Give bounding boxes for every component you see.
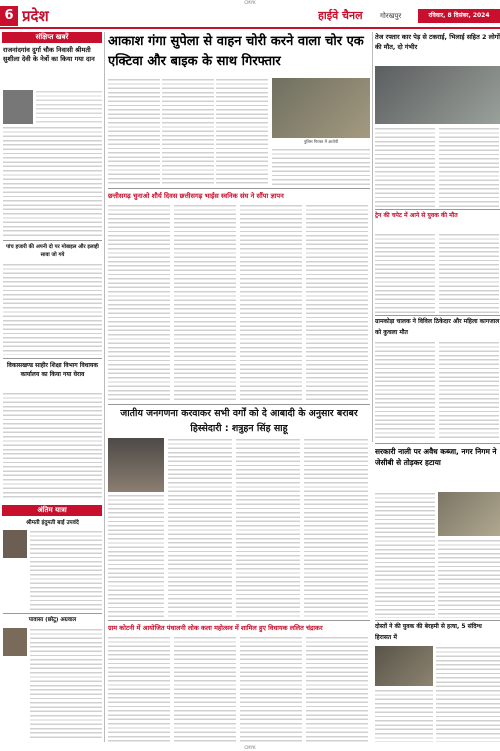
- divider: [3, 358, 102, 359]
- sixth-headline: दोस्तों ने की युवक की बेरहमी से हत्या, 5 संदिग्ध हिरासत में: [375, 623, 482, 641]
- obituary2-text: [30, 628, 102, 738]
- brief3-headline: विकासखण्ड साहीर शिक्षा विभाग विधायक कार्यालय का किया गया घेराव: [7, 362, 98, 378]
- sixth-photo: [375, 646, 433, 686]
- right-photo-1: [375, 66, 500, 124]
- third-body-left: [108, 494, 164, 618]
- obituary-header: अंतिम यात्रा: [2, 505, 102, 516]
- obituary2-photo: [3, 628, 27, 656]
- right-headline-2: ट्रेन की चपेट में आने से युवक की मौत: [375, 212, 458, 219]
- divider: [375, 443, 500, 444]
- obituary1-photo: [3, 530, 27, 558]
- divider: [375, 315, 500, 316]
- lead-body: [108, 78, 268, 186]
- divider: [375, 620, 500, 621]
- right-body-2: [375, 233, 500, 313]
- divider: [375, 209, 500, 210]
- right-body-1: [375, 127, 500, 207]
- fourth-body-2: [438, 539, 500, 618]
- right-headline-1: तेज रफ्तार कार पेड़ से टकराई, भिलाई सहित 2 लोगों की मौत, दो गंभीर: [375, 33, 500, 51]
- lead-body-2: [272, 148, 370, 186]
- third-body: [168, 438, 370, 618]
- divider: [108, 404, 370, 405]
- divider: [3, 240, 102, 241]
- divider: [3, 613, 102, 614]
- fourth-headline: सरकारी नाली पर अवैध कब्जा, नगर निगम ने जेसीबी से तोड़कर हटाया: [375, 447, 497, 467]
- sidebar-column-rule: [104, 32, 105, 742]
- divider: [108, 188, 370, 189]
- second-body: [108, 204, 370, 402]
- city-name: गोरखपुर: [380, 12, 402, 20]
- brief1-text: [36, 90, 102, 124]
- right-body-4: [375, 341, 500, 441]
- print-mark-top: CMYK: [244, 0, 256, 5]
- masthead-bar: [0, 6, 500, 26]
- second-headline: छत्तीसगढ़ चुनाओ शौर्य दिवस छत्तीसगढ़ भाईंस स्वनिक संघ ने सौंपा ज्ञापन: [108, 192, 284, 200]
- brief1-body: [3, 126, 102, 238]
- print-mark-bottom: CMYK: [244, 745, 256, 750]
- brief2-headline: पांच हजारी की अपनी दो पर मोबाइल और इलाही सावा जो गये: [6, 244, 99, 258]
- brief1-headline: राजनांदगांव दुर्गा चौक निवासी श्रीमती सुशीला देवी के नेत्रों का किया गया दान: [3, 46, 95, 63]
- fifth-headline: ग्राम कोटनी में आयोजित पंथालनी लोक कला महोत्सव में शामिल हुए विधायक ललित चंद्राकर: [108, 624, 323, 632]
- sixth-body-2: [375, 689, 433, 742]
- section-title: प्रदेश: [22, 7, 49, 25]
- obituary2-name: पावासा (छोटू) अग्रवाल: [28, 617, 77, 623]
- lead-photo-caption: पुलिस गिरफ्त में आरोपी: [303, 139, 339, 144]
- sixth-body: [436, 646, 500, 742]
- lead-photo: [272, 78, 370, 138]
- center-column-rule: [372, 32, 373, 442]
- obituary1-text: [30, 530, 102, 610]
- fifth-body: [108, 636, 370, 744]
- page-number: 6: [0, 6, 18, 26]
- fourth-body: [375, 492, 435, 618]
- paper-name: हाईवे चैनल: [318, 9, 363, 22]
- fourth-photo: [438, 492, 500, 536]
- briefs-header: संक्षिप्त खबरें: [2, 32, 102, 43]
- lead-headline: आकाश गंगा सुपेला से वाहन चोरी करने वाला चोर एक एक्टिवा और बाइक के साथ गिरफ्तार: [108, 34, 364, 69]
- third-photo: [108, 438, 164, 492]
- date-line: रविवार, 8 दिसंबर, 2024: [418, 9, 500, 23]
- masthead-rule: [0, 27, 500, 29]
- brief2-body: [3, 263, 102, 355]
- divider: [108, 620, 370, 621]
- brief3-body: [3, 392, 102, 500]
- brief1-photo: [3, 90, 33, 124]
- third-headline: जातीय जनगणना करवाकर सभी वर्गों को दे आबादी के अनुसार बराबर हिस्सेदारी : शत्रुहन सिंह साहू: [120, 408, 358, 434]
- obituary1-name: श्रीमती इंदुमती बाई उपवंदे: [26, 520, 79, 526]
- right-headline-4: ग्रामकोड़ा चालक ने विविल ठिकेदार और महिला कागजाल को कुचला मौत: [375, 318, 500, 336]
